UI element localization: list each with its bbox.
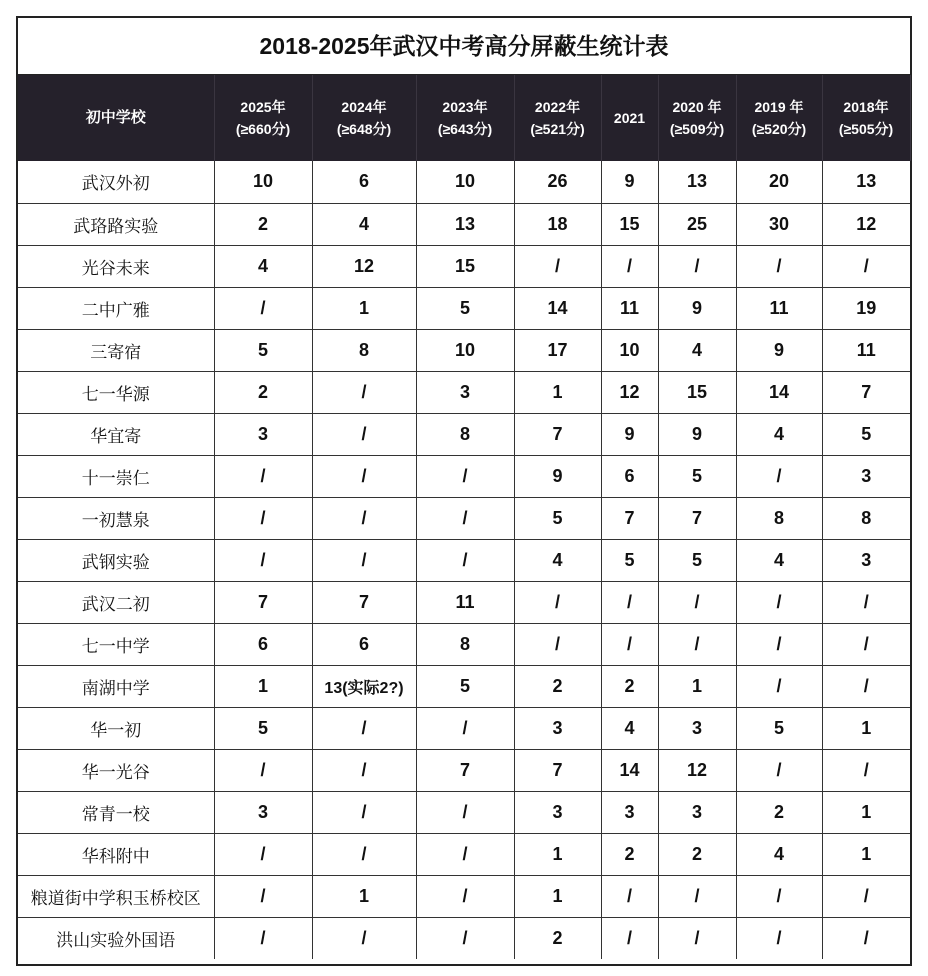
count-cell: / — [416, 833, 514, 875]
count-cell: 12 — [822, 203, 910, 245]
count-cell: / — [312, 497, 416, 539]
count-cell: / — [658, 245, 736, 287]
count-cell: 7 — [312, 581, 416, 623]
count-cell: 12 — [658, 749, 736, 791]
count-cell: / — [312, 917, 416, 959]
year-column-header: 2019 年 (≥520分) — [736, 75, 822, 161]
count-cell: 9 — [514, 455, 601, 497]
school-name-cell: 华宜寄 — [18, 413, 214, 455]
count-cell: 10 — [214, 161, 312, 203]
count-cell: 5 — [416, 665, 514, 707]
school-name-cell: 一初慧泉 — [18, 497, 214, 539]
count-cell: 5 — [416, 287, 514, 329]
count-cell: 15 — [601, 203, 658, 245]
count-cell: 20 — [736, 161, 822, 203]
count-cell: / — [416, 455, 514, 497]
count-cell: / — [601, 875, 658, 917]
count-cell: / — [658, 917, 736, 959]
count-cell: / — [312, 455, 416, 497]
school-name-cell: 华一光谷 — [18, 749, 214, 791]
count-cell: 11 — [601, 287, 658, 329]
count-cell: 3 — [658, 707, 736, 749]
count-cell: 1 — [214, 665, 312, 707]
count-cell: / — [736, 749, 822, 791]
count-cell: 12 — [312, 245, 416, 287]
count-cell: 15 — [416, 245, 514, 287]
count-cell: 6 — [601, 455, 658, 497]
count-cell: 2 — [601, 665, 658, 707]
count-cell: 13 — [822, 161, 910, 203]
count-cell: 2 — [658, 833, 736, 875]
count-cell: / — [214, 749, 312, 791]
count-cell: / — [658, 581, 736, 623]
count-cell: 13 — [658, 161, 736, 203]
count-cell: 9 — [736, 329, 822, 371]
count-cell: 5 — [214, 329, 312, 371]
count-cell: / — [214, 455, 312, 497]
count-cell: 8 — [416, 623, 514, 665]
table-title: 2018-2025年武汉中考高分屏蔽生统计表 — [18, 18, 910, 75]
count-cell: 1 — [822, 791, 910, 833]
count-cell: 3 — [601, 791, 658, 833]
count-cell: / — [312, 371, 416, 413]
count-cell: 4 — [601, 707, 658, 749]
school-name-cell: 光谷未来 — [18, 245, 214, 287]
school-name-cell: 三寄宿 — [18, 329, 214, 371]
table-row — [18, 497, 910, 539]
count-cell: 7 — [601, 497, 658, 539]
table-row — [18, 245, 910, 287]
school-name-cell: 七一华源 — [18, 371, 214, 413]
count-cell: 5 — [822, 413, 910, 455]
count-cell: / — [658, 623, 736, 665]
count-cell: 8 — [822, 497, 910, 539]
count-cell: / — [312, 833, 416, 875]
count-cell: 10 — [601, 329, 658, 371]
count-cell: / — [214, 287, 312, 329]
count-cell: 12 — [601, 371, 658, 413]
count-cell: / — [514, 245, 601, 287]
header-row — [18, 75, 910, 161]
school-name-cell: 武汉二初 — [18, 581, 214, 623]
year-column-header: 2025年 (≥660分) — [214, 75, 312, 161]
count-cell: 2 — [601, 833, 658, 875]
count-cell: / — [416, 791, 514, 833]
count-cell: 2 — [214, 371, 312, 413]
count-cell: 11 — [416, 581, 514, 623]
count-cell: / — [312, 539, 416, 581]
count-cell: / — [312, 749, 416, 791]
count-cell: 13 — [416, 203, 514, 245]
count-cell: 4 — [514, 539, 601, 581]
count-cell: 7 — [658, 497, 736, 539]
count-cell: 1 — [658, 665, 736, 707]
count-cell: / — [214, 497, 312, 539]
count-cell: 19 — [822, 287, 910, 329]
table-row — [18, 287, 910, 329]
school-name-cell: 武钢实验 — [18, 539, 214, 581]
count-cell: / — [416, 875, 514, 917]
count-cell: / — [736, 665, 822, 707]
table-row — [18, 539, 910, 581]
count-cell: / — [736, 917, 822, 959]
stats-sheet — [16, 16, 912, 966]
count-cell: / — [416, 917, 514, 959]
count-cell: / — [214, 833, 312, 875]
count-cell: 1 — [822, 707, 910, 749]
count-cell: 9 — [658, 413, 736, 455]
table-row — [18, 623, 910, 665]
count-cell: / — [658, 875, 736, 917]
count-cell: 18 — [514, 203, 601, 245]
count-cell: 7 — [416, 749, 514, 791]
school-name-cell: 华科附中 — [18, 833, 214, 875]
count-cell: 3 — [416, 371, 514, 413]
school-name-cell: 二中广雅 — [18, 287, 214, 329]
count-cell: / — [736, 245, 822, 287]
count-cell: / — [822, 875, 910, 917]
count-cell: 3 — [514, 791, 601, 833]
count-cell: 3 — [822, 455, 910, 497]
count-cell: 5 — [658, 455, 736, 497]
count-cell: / — [312, 707, 416, 749]
table-row — [18, 917, 910, 959]
count-cell: 5 — [214, 707, 312, 749]
stats-table — [18, 75, 911, 959]
count-cell: 6 — [312, 623, 416, 665]
count-cell: / — [822, 245, 910, 287]
table-row — [18, 833, 910, 875]
count-cell: 2 — [736, 791, 822, 833]
count-cell: 2 — [214, 203, 312, 245]
count-cell: / — [601, 623, 658, 665]
count-cell: 10 — [416, 329, 514, 371]
count-cell: / — [312, 413, 416, 455]
count-cell: 1 — [514, 875, 601, 917]
count-cell: / — [416, 497, 514, 539]
count-cell: 7 — [514, 413, 601, 455]
count-cell: 9 — [601, 413, 658, 455]
count-cell: 5 — [514, 497, 601, 539]
count-cell: 4 — [312, 203, 416, 245]
table-row — [18, 455, 910, 497]
count-cell: 7 — [822, 371, 910, 413]
count-cell: / — [416, 707, 514, 749]
count-cell: 14 — [736, 371, 822, 413]
count-cell: 4 — [214, 245, 312, 287]
count-cell: 1 — [514, 833, 601, 875]
count-cell: 30 — [736, 203, 822, 245]
count-cell: 3 — [658, 791, 736, 833]
year-column-header: 2023年 (≥643分) — [416, 75, 514, 161]
count-cell: / — [312, 791, 416, 833]
table-row — [18, 875, 910, 917]
table-row — [18, 665, 910, 707]
count-cell: / — [214, 875, 312, 917]
school-name-cell: 常青一校 — [18, 791, 214, 833]
count-cell: 17 — [514, 329, 601, 371]
count-cell: 5 — [601, 539, 658, 581]
year-column-header: 2024年 (≥648分) — [312, 75, 416, 161]
count-cell: / — [214, 539, 312, 581]
count-cell: / — [736, 875, 822, 917]
table-row — [18, 707, 910, 749]
school-name-cell: 武汉外初 — [18, 161, 214, 203]
count-cell: / — [736, 581, 822, 623]
table-row — [18, 371, 910, 413]
count-cell: 4 — [736, 539, 822, 581]
year-column-header: 2021 — [601, 75, 658, 161]
year-column-header: 2022年 (≥521分) — [514, 75, 601, 161]
count-cell: 1 — [312, 875, 416, 917]
count-cell: 1 — [822, 833, 910, 875]
table-row — [18, 413, 910, 455]
count-cell: 4 — [736, 413, 822, 455]
count-cell: 9 — [601, 161, 658, 203]
count-cell: 5 — [736, 707, 822, 749]
school-column-header: 初中学校 — [18, 75, 214, 161]
count-cell: 1 — [514, 371, 601, 413]
count-cell: / — [214, 917, 312, 959]
count-cell: 14 — [514, 287, 601, 329]
count-cell: 1 — [312, 287, 416, 329]
count-cell: 25 — [658, 203, 736, 245]
count-cell: 3 — [514, 707, 601, 749]
table-row — [18, 581, 910, 623]
count-cell: 4 — [736, 833, 822, 875]
table-body — [18, 161, 910, 959]
count-cell: 4 — [658, 329, 736, 371]
count-cell: 3 — [822, 539, 910, 581]
count-cell: 3 — [214, 413, 312, 455]
count-cell: 26 — [514, 161, 601, 203]
table-row — [18, 329, 910, 371]
count-cell: / — [822, 917, 910, 959]
count-cell: 11 — [822, 329, 910, 371]
count-cell: 6 — [214, 623, 312, 665]
count-cell: 3 — [214, 791, 312, 833]
count-cell: / — [601, 581, 658, 623]
count-cell: 11 — [736, 287, 822, 329]
school-name-cell: 十一崇仁 — [18, 455, 214, 497]
school-name-cell: 粮道街中学积玉桥校区 — [18, 875, 214, 917]
count-cell: 13(实际2?) — [312, 665, 416, 707]
count-cell: / — [736, 455, 822, 497]
count-cell: / — [601, 245, 658, 287]
count-cell: / — [822, 665, 910, 707]
count-cell: 2 — [514, 665, 601, 707]
count-cell: / — [736, 623, 822, 665]
count-cell: 8 — [312, 329, 416, 371]
count-cell: / — [601, 917, 658, 959]
school-name-cell: 七一中学 — [18, 623, 214, 665]
count-cell: / — [822, 623, 910, 665]
table-row — [18, 749, 910, 791]
count-cell: / — [822, 749, 910, 791]
table-row — [18, 161, 910, 203]
school-name-cell: 武珞路实验 — [18, 203, 214, 245]
table-row — [18, 203, 910, 245]
count-cell: 6 — [312, 161, 416, 203]
count-cell: 2 — [514, 917, 601, 959]
count-cell: 15 — [658, 371, 736, 413]
school-name-cell: 洪山实验外国语 — [18, 917, 214, 959]
count-cell: 9 — [658, 287, 736, 329]
year-column-header: 2020 年 (≥509分) — [658, 75, 736, 161]
count-cell: 8 — [416, 413, 514, 455]
count-cell: 7 — [514, 749, 601, 791]
count-cell: / — [514, 581, 601, 623]
count-cell: 8 — [736, 497, 822, 539]
year-column-header: 2018年 (≥505分) — [822, 75, 910, 161]
count-cell: / — [514, 623, 601, 665]
count-cell: / — [416, 539, 514, 581]
count-cell: 14 — [601, 749, 658, 791]
school-name-cell: 南湖中学 — [18, 665, 214, 707]
school-name-cell: 华一初 — [18, 707, 214, 749]
count-cell: 5 — [658, 539, 736, 581]
count-cell: / — [822, 581, 910, 623]
table-row — [18, 791, 910, 833]
count-cell: 10 — [416, 161, 514, 203]
count-cell: 7 — [214, 581, 312, 623]
